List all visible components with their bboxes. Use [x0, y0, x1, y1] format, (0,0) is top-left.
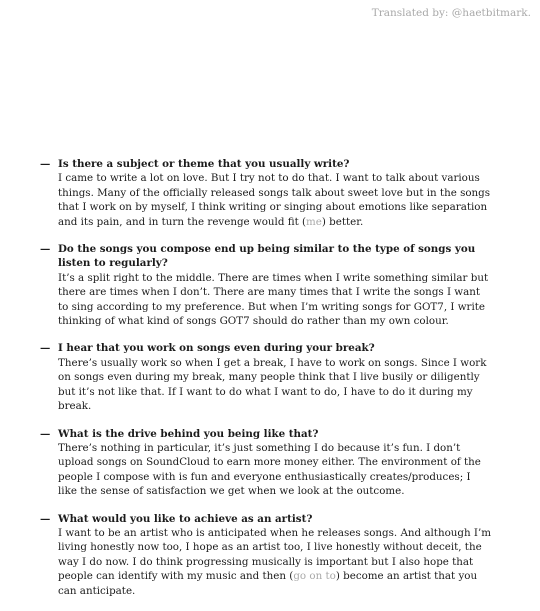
question-dash: —: [40, 512, 51, 525]
answer: [58, 171, 492, 229]
question: What would you like to achieve as an artist?: [58, 512, 313, 525]
translator-credit: Translated by: @haetbitmark.: [371, 7, 531, 19]
translator-note: me: [306, 215, 322, 228]
answer-text: ) become an artist that you can anticipate.: [58, 570, 478, 597]
qa-item: [40, 242, 492, 328]
question-dash: —: [40, 342, 51, 355]
question: Is there a subject or theme that you usually write?: [58, 158, 350, 170]
answer: There’s nothing in particular, it’s just something I do because it’s fun. I don’t upload songs on SoundCloud to earn more money either. The environment of the people I compose with is fun and everyone enthusiastically creates/produces; I like the sense of satisfaction we get when we look at the outcome.: [58, 441, 481, 498]
qa-item: [40, 341, 492, 413]
answer: [58, 526, 492, 598]
qa-item: [40, 157, 492, 229]
answer-text: ) better.: [321, 215, 364, 228]
answer-text: I came to write a lot on love. But I try not to do that. I want to talk about various things. Many of the officially released songs talk about sweet love but in the songs that I work on by myself, I think writing or singing about emotions like separation and its pain, and in turn the revenge would fit (: [58, 172, 491, 228]
answer: It’s a split right to the middle. There are times when I write something similar but there are times when I don’t. There are many times that I write the songs I want to sing according to my preference. But when I’m writing songs for GOT7, I write thinking of what kind of songs GOT7 should do rather than my own colour.: [58, 271, 489, 328]
question-dash: —: [40, 427, 51, 440]
answer-text: I want to be an artist who is anticipated when he releases songs. And although I’m living honestly now too, I hope as an artist too, I live honestly without deceit, the way I do now. I do think progressing musically is important but I also hope that people can identify with my music and then (: [58, 526, 492, 583]
translator-note: go on to: [293, 570, 336, 583]
question: I hear that you work on songs even during your break?: [58, 342, 375, 355]
interview-qa-list: [40, 157, 492, 611]
answer: There’s usually work so when I get a break, I have to work on songs. Since I work on songs even during my break, many people think that I live busily or diligently but it’s not like that. If I want to do what I want to do, I have to do it during my break.: [58, 356, 487, 413]
qa-item: [40, 512, 492, 598]
question: What is the drive behind you being like that?: [58, 427, 319, 440]
qa-item: [40, 427, 492, 499]
question-dash: —: [40, 158, 51, 170]
question-dash: —: [40, 243, 51, 256]
question: Do the songs you compose end up being similar to the type of songs you listen to regularly?: [58, 243, 476, 270]
